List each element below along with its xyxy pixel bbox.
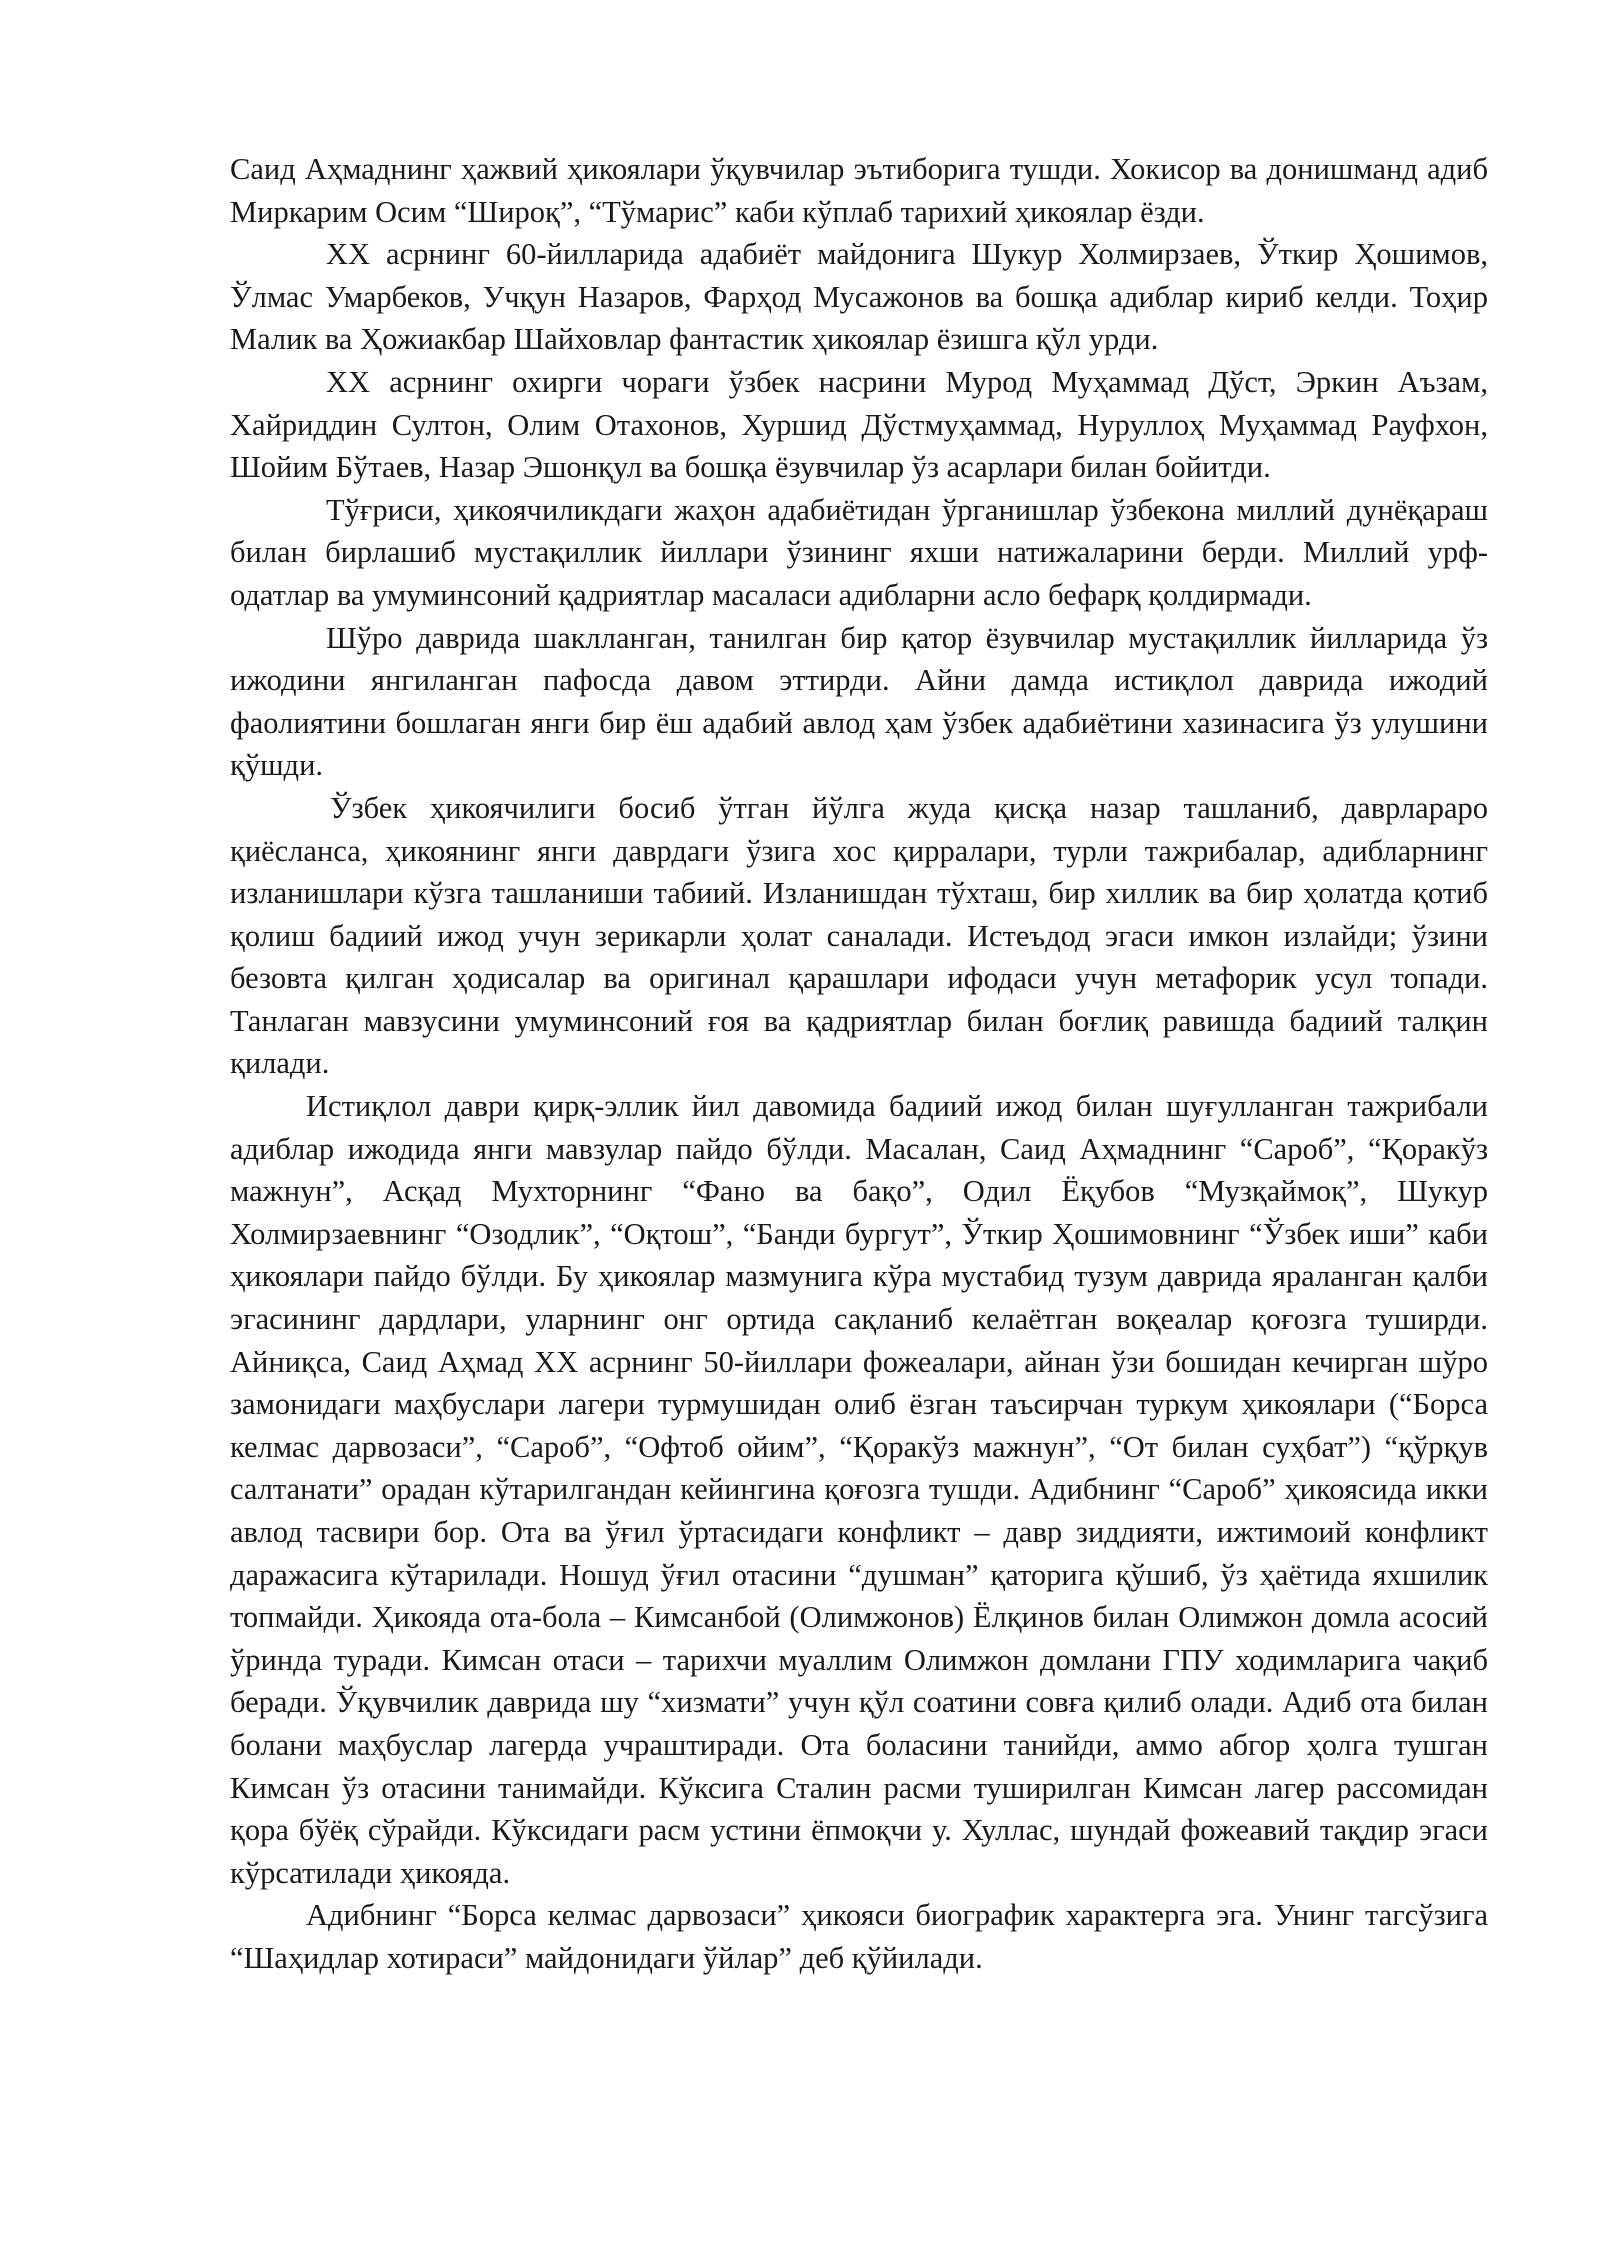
paragraph-7: Истиқлол даври қирқ-эллик йил давомида бадиий ижод билан шуғулланган тажрибали адиблар ижодида янги мавзулар пайдо бўлди. Масалан, Саид Аҳмаднинг “Сароб”, “Қоракўз мажнун”, Асқад Мухторнинг “Фано ва бақо”, Одил Ёқубов “Музқаймоқ”, Шукур Холмирзаевнинг “Озодлик”, “Оқтош”, “Банди бургут”, Ўткир Ҳошимовнинг “Ўзбек иши” каби ҳикоялари пайдо бўлди. Бу ҳикоялар мазмунига кўра мустабид тузум даврида яраланган қалби эгасининг дардлари, уларнинг онг ортида сақланиб келаётган воқеалар қоғозга туширди. Айниқса, Саид Аҳмад XX асрнинг 50-йиллари фожеалари, айнан ўзи бошидан кечирган шўро замонидаги маҳбуслари лагери турмушидан олиб ёзган таъсирчан туркум ҳикоялари (“Борса келмас дарвозаси”, “Сароб”, “Офтоб ойим”, “Қоракўз мажнун”, “От билан суҳбат”) “қўрқув салтанати” орадан кўтарилгандан кейингина қоғозга тушди. Адибнинг “Сароб” ҳикоясида икки авлод тасвири бор. Ота ва ўғил ўртасидаги конфликт – давр зиддияти, ижтимоий конфликт даражасига кўтарилади. Ношуд ўғил отасини “душман” қаторига қўшиб, ўз ҳаётида яхшилик топмайди. Ҳикояда ота-бола – Кимсанбой (Олимжонов) Ёлқинов билан Олимжон домла асосий ўринда туради. Кимсан отаси – тарихчи муаллим Олимжон домлани ГПУ ходимларига чақиб беради. Ўқувчилик даврида шу “хизмати” учун қўл соатини совға қилиб олади. Адиб ота билан болани маҳбуслар лагерда учраштиради. Ота боласини танийди, аммо абгор ҳолга тушган Кимсан ўз отасини танимайди. Кўксига Сталин расми туширилган Кимсан лагер рассомидан қора бўёқ сўрайди. Кўксидаги расм устини ёпмоқчи у. Хуллас, шундай фожеавий тақдир эгаси кўрсатилади ҳикояда. [230,1089,1488,1890]
paragraph-1: Саид Аҳмаднинг ҳажвий ҳикоялари ўқувчилар эътиборига тушди. Хокисор ва донишманд адиб Миркарим Осим “Широқ”, “Тўмарис” каби кўплаб тарихий ҳикоялар ёзди. [230,152,1488,229]
paragraph-6: Ўзбек ҳикоячилиги босиб ўтган йўлга жуда қисқа назар ташланиб, даврлараро қиёсланса, ҳикоянинг янги даврдаги ўзига хос қирралари, турли тажрибалар, адибларнинг изланишлари кўзга ташланиши табиий. Изланишдан тўхташ, бир хиллик ва бир ҳолатда қотиб қолиш бадиий ижод учун зерикарли ҳолат саналади. Истеъдод эгаси имкон излайди; ўзини безовта қилган ҳодисалар ва оригинал қарашлари ифодаси учун метафорик усул топади. Танлаган мавзусини умуминсоний ғоя ва қадриятлар билан боғлиқ равишда бадиий талқин қилади. [230,790,1488,1081]
paragraph-8: Адибнинг “Борса келмас дарвозаси” ҳикояси биографик характерга эга. Унинг тагсўзига “Шаҳидлар хотираси” майдонидаги ўйлар” деб қўйилади. [230,1898,1488,1975]
paragraph-5: Шўро даврида шаклланган, танилган бир қатор ёзувчилар мустақиллик йилларида ўз ижодини янгиланган пафосда давом эттирди. Айни дамда истиқлол даврида ижодий фаолиятини бошлаган янги бир ёш адабий авлод ҳам ўзбек адабиётини хазинасига ўз улушини қўшди. [230,620,1488,783]
paragraph-4: Тўғриси, ҳикоячиликдаги жаҳон адабиётидан ўрганишлар ўзбекона миллий дунёқараш билан бирлашиб мустақиллик йиллари ўзининг яхши натижаларини берди. Миллий урф-одатлар ва умуминсоний қадриятлар масаласи адибларни асло бефарқ қолдирмади. [230,492,1488,612]
paragraph-2: XX асрнинг 60-йилларида адабиёт майдонига Шукур Холмирзаев, Ўткир Ҳошимов, Ўлмас Умарбеков, Учқун Назаров, Фарҳод Мусажонов ва бошқа адиблар кириб келди. Тоҳир Малик ва Ҳожиакбар Шайховлар фантастик ҳикоялар ёзишга қўл урди. [230,237,1488,357]
document-body [230,148,1488,1980]
paragraph-3: XX асрнинг охирги чораги ўзбек насрини Мурод Муҳаммад Дўст, Эркин Аъзам, Хайриддин Султон, Олим Отахонов, Хуршид Дўстмуҳаммад, Нуруллоҳ Муҳаммад Рауфхон, Шойим Бўтаев, Назар Эшонқул ва бошқа ёзувчилар ўз асарлари билан бойитди. [230,364,1488,485]
